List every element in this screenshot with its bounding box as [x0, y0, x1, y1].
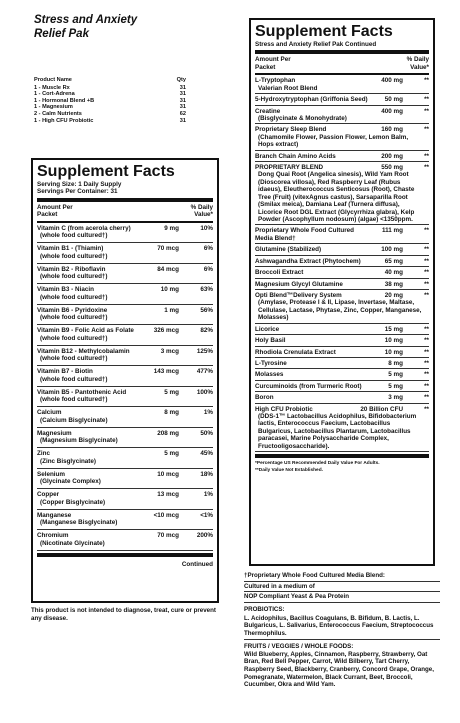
ingredient-row [255, 267, 429, 278]
nutrient-name: Vitamin B12 - Methylcobalamin [37, 347, 130, 355]
serving-size: Serving Size: 1 Daily Supply [37, 181, 122, 188]
nutrient-amount: 9 mg [164, 224, 179, 232]
media-blend-line-1: Cultured in a medium of [244, 582, 440, 593]
pack-item-qty: 31 [179, 104, 186, 111]
nutrient-daily-value: <1% [200, 511, 213, 519]
nutrient-daily-value: 6% [203, 245, 213, 253]
ingredient-amount: 3 mg [388, 394, 403, 402]
ingredient-amount: 40 mg [384, 269, 403, 277]
nutrient-source: (whole food cultured†) [40, 252, 108, 260]
ingredient-amount: 65 mg [384, 257, 403, 265]
nutrient-daily-value: 50% [200, 429, 213, 437]
pack-item-qty: 31 [179, 97, 186, 104]
ingredient-row [255, 75, 429, 94]
ingredient-name: Curcuminoids (from Turmeric Root) [255, 382, 362, 390]
ingredient-detail: (Bisglycinate & Monohydrate) [258, 114, 347, 122]
pack-header-name: Product Name [34, 77, 72, 83]
ingredient-amount: 400 mg [381, 77, 403, 85]
pack-item-name: 1 - Magnesium [34, 104, 73, 111]
ingredient-row [255, 256, 429, 267]
nutrient-daily-value: 477% [196, 368, 213, 376]
nutrient-name: Vitamin B9 - Folic Acid as Folate [37, 327, 134, 335]
nutrient-daily-value: 125% [196, 347, 213, 355]
pack-item [34, 118, 186, 125]
column-amount-line-2: Packet [37, 211, 58, 219]
ingredient-amount: 8 mg [388, 359, 403, 367]
nutrient-amount: 70 mcg [157, 245, 179, 253]
pack-item-qty: 62 [179, 110, 186, 117]
nutrient-row [37, 469, 213, 490]
column-dv-right-line-1: % Daily [406, 56, 429, 64]
pack-item-qty: 31 [179, 91, 186, 98]
column-amount-right [255, 56, 291, 71]
ingredient-detail: (Chamomile Flower, Passion Flower, Lemon Balm, Hops extract) [258, 133, 409, 149]
nutrient-amount: 1 mg [164, 306, 179, 314]
ingredient-daily-value: ** [424, 257, 429, 265]
nutrient-name: Vitamin B1 - (Thiamin) [37, 245, 104, 253]
pack-item-name: 1 - High CFU Probiotic [34, 117, 94, 124]
pack-item [34, 98, 186, 105]
nutrient-name: Vitamin B7 - Biotin [37, 368, 93, 376]
fruits-text: Wild Blueberry, Apples, Cinnamon, Raspberry, Strawberry, Oat Bran, Red Bell Pepper, Carrot, Wild Bilberry, Tart Cherry, Raspberry Seed, Blackberry, Cranberry, Concord Grape, Orange, Pomegranate, Watermelon, Black Currant, Beet, Broccoli, Cucumber, Okra and Wild Yam. [244, 650, 434, 689]
nutrient-row [37, 243, 213, 264]
ingredient-name: Creatine [255, 107, 281, 115]
nutrient-name: Vitamin C (from acerola cherry) [37, 224, 131, 232]
ingredient-row [255, 225, 429, 244]
nutrient-amount: 5 mg [164, 388, 179, 396]
nutrient-row [37, 448, 213, 469]
ingredient-amount: 20 mg [384, 291, 403, 299]
ingredient-amount: 550 mg [381, 164, 403, 172]
nutrient-amount: 13 mcg [157, 491, 179, 499]
ingredient-name: Opti Blend™Delivery System [255, 291, 342, 299]
ingredient-row [255, 124, 429, 150]
ingredient-row [255, 335, 429, 346]
supplement-facts-heading-right: Supplement Facts [255, 23, 393, 40]
nutrient-source: (Calcium Bisglycinate) [40, 416, 108, 424]
ingredient-daily-value: ** [424, 325, 429, 333]
nutrient-name: Vitamin B5 - Pantothenic Acid [37, 388, 127, 396]
ingredient-name: Magnesium Glycyl Glutamine [255, 280, 343, 288]
ingredient-row [255, 94, 429, 105]
nutrient-source: (Zinc Bisglycinate) [40, 457, 96, 465]
ingredient-amount: 111 mg [381, 227, 403, 235]
pack-contents-list [34, 77, 186, 124]
ingredient-row [255, 404, 429, 453]
pack-item [34, 104, 186, 111]
pack-item-qty: 31 [179, 84, 186, 91]
pack-item-name: 2 - Calm Nutrients [34, 110, 82, 117]
nutrient-daily-value: 63% [200, 286, 213, 294]
ingredient-notes [244, 571, 440, 689]
nutrient-daily-value: 82% [200, 327, 213, 335]
ingredient-name: Glutamine (Stabilized) [255, 246, 322, 254]
ingredient-amount: 100 mg [381, 246, 403, 254]
ingredient-daily-value: ** [424, 107, 429, 115]
pack-header-row [34, 77, 186, 84]
nutrient-row [37, 346, 213, 367]
ingredient-daily-value: ** [424, 337, 429, 345]
nutrient-row [37, 284, 213, 305]
nutrient-amount: 208 mg [157, 429, 179, 437]
ingredient-row [255, 381, 429, 392]
ingredient-daily-value: ** [424, 348, 429, 356]
ingredient-amount: 5 mg [388, 382, 403, 390]
nutrient-source: (Nicotinate Glycinate) [40, 539, 105, 547]
ingredient-row [255, 106, 429, 125]
pack-header-qty: Qty [176, 77, 186, 83]
ingredient-detail: (Amylase, Protease I & II, Lipase, Invertase, Maltase, Cellulase, Lactase, Phytase, Zinc, Copper, Manganese, Molasses) [258, 299, 422, 322]
nutrient-name: Vitamin B6 - Pyridoxine [37, 306, 108, 314]
pack-item [34, 85, 186, 92]
servings-per-container: Servings Per Container: 31 [37, 188, 118, 196]
nutrient-amount: 84 mcg [157, 265, 179, 273]
supplement-facts-panel-right [249, 18, 435, 566]
nutrient-row [37, 366, 213, 387]
ingredient-daily-value: ** [424, 246, 429, 254]
ingredient-daily-value: ** [424, 280, 429, 288]
nutrient-name: Magnesium [37, 429, 72, 437]
ingredient-name: PROPRIETARY BLEND [255, 164, 324, 172]
nutrient-amount: 10 mg [160, 286, 179, 294]
pack-item-qty: 31 [179, 117, 186, 124]
left-nutrient-rows [37, 223, 213, 551]
nutrient-row [37, 407, 213, 428]
pack-item-name: 1 - Hormonal Blend +B [34, 97, 95, 104]
nutrient-row [37, 510, 213, 531]
column-dv-line-1: % Daily [190, 203, 213, 211]
ingredient-daily-value: ** [424, 382, 429, 390]
nutrient-amount: <10 mcg [153, 511, 179, 519]
nutrient-amount: 70 mcg [157, 532, 179, 540]
footnote-not-established: **Daily Value Not Established. [255, 467, 323, 473]
nutrient-daily-value: 1% [203, 409, 213, 417]
nutrient-source: (whole food cultured†) [40, 396, 108, 404]
ingredient-daily-value: ** [424, 96, 429, 104]
nutrient-source: (Glycinate Complex) [40, 478, 101, 486]
column-daily-value-right [407, 56, 429, 71]
ingredient-detail: Valerian Root Blend [258, 84, 318, 92]
nutrient-row [37, 325, 213, 346]
nutrient-row [37, 387, 213, 408]
nutrient-amount: 326 mcg [153, 327, 179, 335]
ingredient-detail: (DDS-1™ Lactobacillus Acidophilus, Bifidobacterium lactis, Enterococcus Faecium, Lactobacillus Bulgaricus, Lactobacillus Plantarum, Lactobacillus paracasei, Marine Polysaccharide Complex, Fructooligosaccharide). [258, 413, 417, 450]
ingredient-amount: 200 mg [381, 152, 403, 160]
nutrient-amount: 10 mcg [157, 470, 179, 478]
ingredient-daily-value: ** [424, 269, 429, 277]
probiotics-text: L. Acidophilus, Bacillus Coagulans, B. Bifidum, B. Lactis, L. Bulgaricus, L. Salivarius, Enterococcus Faecium, Streptococcus Thermophilus. [244, 614, 440, 640]
ingredient-daily-value: ** [424, 371, 429, 379]
nutrient-daily-value: 56% [200, 306, 213, 314]
nutrient-name: Copper [37, 491, 60, 499]
ingredient-row [255, 347, 429, 358]
nutrient-daily-value: 45% [200, 450, 213, 458]
ingredient-daily-value: ** [424, 394, 429, 402]
nutrient-amount: 3 mcg [160, 347, 179, 355]
disclaimer-text: This product is not intended to diagnose, treat, cure or prevent any disease. [31, 607, 216, 622]
ingredient-amount: 15 mg [384, 325, 403, 333]
ingredient-amount: 38 mg [384, 280, 403, 288]
ingredient-amount: 160 mg [381, 126, 403, 134]
nutrient-row [37, 305, 213, 326]
nutrient-amount: 143 mcg [153, 368, 179, 376]
ingredient-row [255, 290, 429, 324]
ingredient-daily-value: ** [424, 77, 429, 85]
nutrient-source: (Manganese Bisglycinate) [40, 519, 118, 527]
ingredient-daily-value: ** [424, 152, 429, 160]
ingredient-amount: 5 mg [388, 371, 403, 379]
ingredient-amount: 10 mg [384, 337, 403, 345]
ingredient-row [255, 162, 429, 225]
nutrient-name: Zinc [37, 450, 50, 458]
ingredient-row [255, 324, 429, 335]
ingredient-row [255, 279, 429, 290]
column-amount-line-1: Amount Per [37, 203, 73, 211]
pack-item [34, 91, 186, 98]
column-daily-value [191, 204, 213, 219]
supplement-facts-panel-left [31, 158, 219, 603]
nutrient-row [37, 428, 213, 449]
nutrient-name: Calcium [37, 409, 62, 417]
nutrient-source: (Copper Bisglycinate) [40, 498, 106, 506]
ingredient-name: Branch Chain Amino Acids [255, 152, 336, 160]
column-dv-line-2: Value* [194, 211, 213, 219]
ingredient-name: Broccoli Extract [255, 269, 304, 277]
ingredient-row [255, 358, 429, 369]
nutrient-source: (whole food cultured†) [40, 232, 108, 240]
nutrient-daily-value: 200% [196, 532, 213, 540]
ingredient-name: Rhodiola Crenulata Extract [255, 348, 336, 356]
media-blend-line-2: NOP Compliant Yeast & Pea Protein [244, 592, 440, 603]
ingredient-name: Holy Basil [255, 337, 286, 345]
nutrient-name: Selenium [37, 470, 65, 478]
ingredient-row [255, 244, 429, 255]
nutrient-source: (whole food cultured†) [40, 334, 108, 342]
nutrient-name: Vitamin B3 - Niacin [37, 286, 94, 294]
ingredient-daily-value: ** [424, 227, 429, 235]
nutrient-daily-value: 18% [200, 470, 213, 478]
supplement-facts-heading: Supplement Facts [37, 163, 175, 180]
nutrient-amount: 5 mg [164, 450, 179, 458]
nutrient-row [37, 223, 213, 244]
pack-item [34, 111, 186, 118]
ingredient-daily-value: ** [424, 405, 429, 413]
continued-label: Continued [181, 560, 213, 568]
ingredient-detail: Dong Quai Root (Angelica sinesis), Wild Yam Root (Dioscorea villosa), Red Raspberry Leaf (Rubus idaeus), Eleutherococcus Senticosus (Root), Chaste Tree (Fruit) (vitexAgnus castus), Sarsaparilla Root (Smilax meica), Damiana Leaf (Turnera diffusa), Licorice Root DGL Extract (Glycyrrhiza glabra), Kelp Powder (Ascophyllum nodosum) (algae) <1350ppm. [258, 171, 415, 224]
column-amount [37, 204, 73, 219]
product-title [34, 14, 137, 41]
panel-subtitle: Stress and Anxiety Relief Pak Continued [255, 41, 377, 48]
ingredient-row [255, 369, 429, 380]
ingredient-name: 5-Hydroxytryptophan (Griffonia Seed) [255, 96, 368, 104]
right-ingredient-rows [255, 75, 429, 452]
ingredient-amount: 400 mg [381, 107, 403, 115]
ingredient-row [255, 392, 429, 403]
column-header-right [255, 54, 429, 73]
column-amount-right-line-1: Amount Per [255, 56, 291, 64]
nutrient-source: (whole food cultured†) [40, 375, 108, 383]
nutrient-source: (whole food cultured†) [40, 355, 108, 363]
ingredient-name: High CFU Probiotic [255, 405, 313, 413]
ingredient-daily-value: ** [424, 291, 429, 299]
ingredient-name: Boron [255, 394, 274, 402]
ingredient-daily-value: ** [424, 126, 429, 134]
ingredient-amount: 50 mg [384, 96, 403, 104]
nutrient-daily-value: 10% [200, 224, 213, 232]
ingredient-name: Proprietary Whole Food Cultured Media Blend† [255, 227, 355, 242]
ingredient-row [255, 151, 429, 162]
nutrient-row [37, 264, 213, 285]
column-amount-right-line-2: Packet [255, 63, 276, 71]
fruits-title: FRUITS / VEGGIES / WHOLE FOODS: [244, 642, 354, 650]
product-title-line-2: Relief Pak [34, 27, 89, 40]
nutrient-name: Manganese [37, 511, 72, 519]
ingredient-name: Licorice [255, 325, 280, 333]
ingredient-amount: 20 Billion CFU [360, 405, 403, 413]
ingredient-name: Proprietary Sleep Blend [255, 126, 327, 134]
media-blend-title: †Proprietary Whole Food Cultured Media Blend: [244, 571, 440, 582]
pack-item-name: 1 - Cort-Adrena [34, 91, 75, 98]
nutrient-source: (Magnesium Bisglycinate) [40, 437, 118, 445]
ingredient-name: L-Tyrosine [255, 359, 287, 367]
probiotics-title: PROBIOTICS: [244, 606, 285, 614]
nutrient-row [37, 489, 213, 510]
column-header [37, 202, 213, 221]
nutrient-daily-value: 1% [203, 491, 213, 499]
pack-rows [34, 85, 186, 125]
ingredient-name: Molasses [255, 371, 284, 379]
product-title-line-1: Stress and Anxiety [34, 14, 138, 26]
ingredient-name: L-Tryptophan [255, 77, 296, 85]
nutrient-row [37, 530, 213, 551]
nutrient-source: (whole food cultured†) [40, 293, 108, 301]
nutrient-source: (whole food cultured†) [40, 314, 108, 322]
nutrient-daily-value: 100% [196, 388, 213, 396]
nutrient-daily-value: 6% [203, 265, 213, 273]
nutrient-amount: 8 mg [164, 409, 179, 417]
ingredient-name: Ashwagandha Extract (Phytochem) [255, 257, 361, 265]
ingredient-daily-value: ** [424, 359, 429, 367]
footnote-daily-value: *Percentage US Recommended Daily Value For Adults. [255, 461, 380, 467]
nutrient-source: (whole food cultured†) [40, 273, 108, 281]
ingredient-daily-value: ** [424, 164, 429, 172]
nutrient-name: Chromium [37, 532, 69, 540]
nutrient-name: Vitamin B2 - Riboflavin [37, 265, 106, 273]
column-dv-right-line-2: Value* [410, 63, 429, 71]
pack-item-name: 1 - Muscle Rx [34, 84, 70, 91]
ingredient-amount: 10 mg [384, 348, 403, 356]
